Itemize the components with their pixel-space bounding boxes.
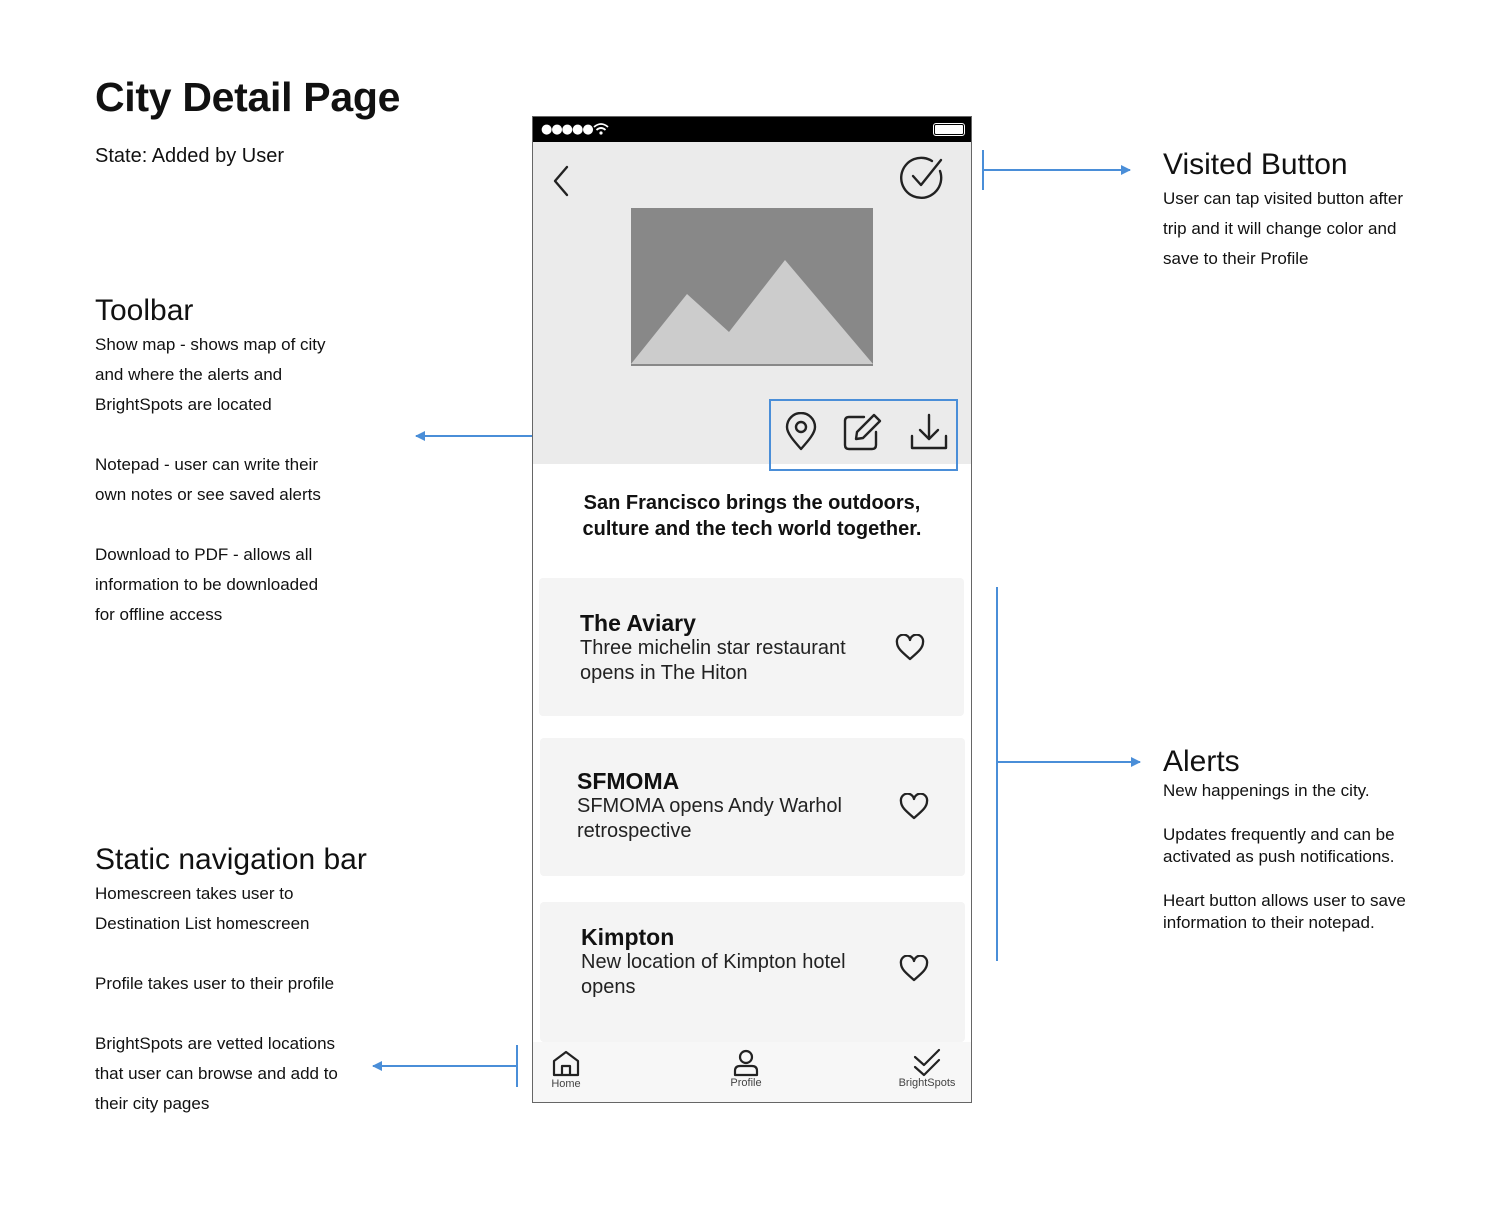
nav-annotation-line: their city pages (95, 1094, 210, 1113)
toolbar-annotation-line: information to be downloaded (95, 575, 319, 594)
city-tagline (533, 490, 971, 542)
nav-annotation-line: BrightSpots are vetted locations (95, 1034, 336, 1053)
alert-description-line: opens in The Hiton (580, 662, 748, 684)
alert-description (580, 636, 846, 686)
nav-home-label: Home (551, 1078, 581, 1090)
alert-card[interactable] (540, 738, 965, 876)
alert-description (581, 950, 846, 1000)
phone-mockup (532, 116, 972, 1103)
alerts-annotation-line: activated as push notifications. (1163, 847, 1395, 866)
page-title: City Detail Page (95, 74, 401, 120)
nav-annotation-line: Profile takes user to their profile (95, 974, 335, 993)
nav-profile[interactable] (721, 1049, 771, 1089)
wifi-icon (593, 122, 609, 135)
nav-home[interactable] (543, 1049, 589, 1090)
toolbar-annotation-line: and where the alerts and (95, 365, 283, 384)
toolbar-annotation-line: BrightSpots are located (95, 395, 272, 414)
alert-description-line: retrospective (577, 820, 692, 842)
visited-annotation-line: trip and it will change color and (1163, 219, 1397, 238)
visited-annotation-heading: Visited Button (1163, 148, 1348, 181)
toolbar-annotation-heading: Toolbar (95, 294, 194, 327)
nav-annotation-line: that user can browse and add to (95, 1064, 338, 1083)
signal-icon: ●●●●● (541, 122, 593, 137)
heart-icon[interactable] (899, 793, 929, 821)
toolbar-annotation-line: Download to PDF - allows all (95, 545, 313, 564)
alert-card[interactable] (540, 902, 965, 1042)
alert-description-line: opens (581, 976, 636, 998)
toolbar-annotation-line: Notepad - user can write their (95, 455, 318, 474)
alert-description-line: SFMOMA opens Andy Warhol (577, 795, 842, 817)
alerts-annotation-line: information to their notepad. (1163, 913, 1375, 932)
nav-annotation-line: Homescreen takes user to (95, 884, 294, 903)
bottom-navigation (533, 1042, 971, 1102)
alerts-annotation-line: Updates frequently and can be (1163, 825, 1395, 844)
alert-card[interactable] (539, 578, 964, 716)
alert-description (577, 794, 842, 844)
alert-description-line: Three michelin star restaurant (580, 637, 846, 659)
nav-brightspots[interactable] (893, 1047, 961, 1089)
toolbar-annotation-line: for offline access (95, 605, 223, 624)
state-label: State: Added by User (95, 145, 285, 167)
brightspots-check-icon (912, 1047, 942, 1077)
profile-icon (732, 1049, 760, 1077)
alert-description-line: New location of Kimpton hotel (581, 951, 846, 973)
toolbar-highlight-box (769, 399, 958, 471)
status-bar (533, 117, 971, 142)
battery-icon (933, 123, 965, 136)
alerts-annotation-line: New happenings in the city. (1163, 781, 1370, 800)
heart-icon[interactable] (895, 634, 925, 662)
alerts-annotation-heading: Alerts (1163, 745, 1240, 778)
visited-check-icon[interactable] (899, 154, 947, 200)
back-chevron-icon[interactable] (551, 164, 573, 198)
alert-title: SFMOMA (577, 768, 680, 794)
tagline-line: San Francisco brings the outdoors, (583, 492, 921, 514)
heart-icon[interactable] (899, 955, 929, 983)
nav-annotation-line: Destination List homescreen (95, 914, 310, 933)
alert-title: Kimpton (581, 924, 675, 950)
image-placeholder-icon (631, 208, 873, 366)
nav-profile-label: Profile (730, 1077, 762, 1089)
toolbar-annotation-line: own notes or see saved alerts (95, 485, 321, 504)
nav-brightspots-label: BrightSpots (898, 1077, 956, 1089)
visited-annotation-line: User can tap visited button after (1163, 189, 1404, 208)
toolbar-annotation-line: Show map - shows map of city (95, 335, 326, 354)
home-icon (551, 1049, 581, 1077)
alerts-annotation-line: Heart button allows user to save (1163, 891, 1406, 910)
tagline-line: culture and the tech world together. (582, 518, 922, 540)
alert-title: The Aviary (580, 610, 696, 636)
nav-annotation-heading: Static navigation bar (95, 843, 367, 876)
visited-annotation-line: save to their Profile (1163, 249, 1309, 268)
